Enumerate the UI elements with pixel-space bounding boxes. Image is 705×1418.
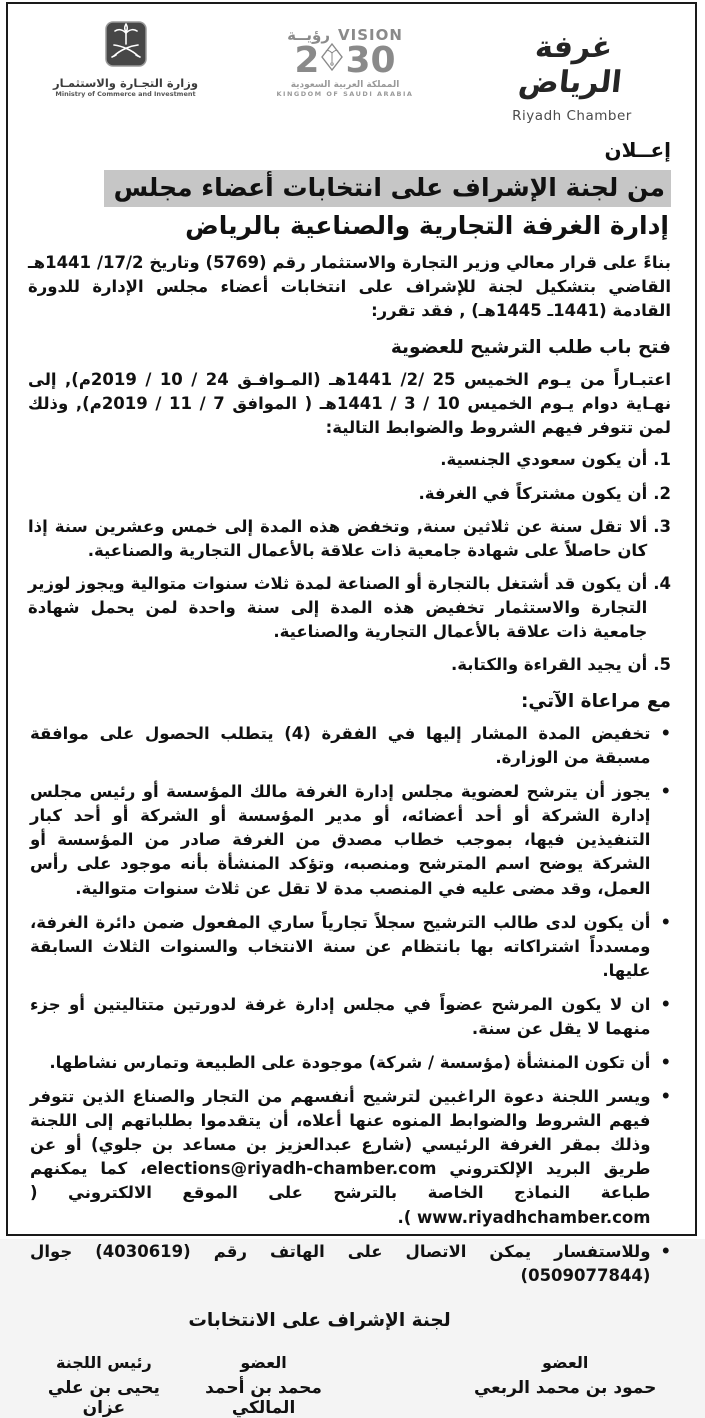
condition-number: 3.	[653, 516, 671, 536]
signatory-name: حمود بن محمد الربعي	[473, 1377, 657, 1398]
vision-kingdom-arabic: المملكة العربية السعودية	[290, 80, 400, 90]
note-item	[28, 1085, 671, 1229]
ministry-logo	[38, 20, 213, 98]
note-item	[28, 722, 671, 770]
bullet-icon	[660, 1240, 671, 1288]
vision-palm-ornament-icon	[320, 42, 344, 79]
signatory-role: العضو	[240, 1352, 287, 1372]
announcement-body	[24, 118, 677, 1418]
condition-item	[28, 653, 671, 677]
header-logos	[24, 16, 677, 124]
condition-text: أن يكون سعودي الجنسية.	[440, 450, 648, 470]
bullet-icon	[660, 722, 671, 770]
note-item	[28, 1051, 671, 1075]
note-item	[28, 780, 671, 900]
signatory-role: العضو	[542, 1352, 589, 1372]
condition-text: أن يجيد القراءة والكتابة.	[450, 655, 648, 675]
condition-number: 1.	[653, 450, 671, 470]
note-text: ويسر اللجنة دعوة الراغبين لترشيح أنفسهم من التجار والصناع الذين تتوفر فيهم الشروط والضوابط المنوه عنها أعلاه، أن يتقدموا بطلباتهم إلى اللجنة وذلك بمقر الغرفة الرئيسي (شارع عبدالعزيز بن مساعد بن جلوي) أو عن طريق البريد الإلكتروني elections@riyadh-chamber.com، كما يمكنهم طباعة النماذج الخاصة بالترشح على الموقع الالكتروني ( www.riyadhchamber.com ).	[30, 1087, 651, 1227]
bullet-icon	[660, 780, 671, 900]
note-text: وللاستفسار يمكن الاتصال على الهاتف رقم (4030619) جوال (0509077844)	[30, 1241, 651, 1285]
condition-number: 5.	[653, 655, 671, 675]
announcement-label: إعــلان	[604, 138, 671, 162]
condition-item	[28, 482, 671, 506]
note-text: يجوز أن يترشح لعضوية مجلس إدارة الغرفة مالك المؤسسة أو رئيس مجلس إدارة الشركة أو أحد أعضائه، أو مدير المؤسسة أو الشركة أو أحد كبار التنفيذين فيها، بموجب خطاب مصدق من الغرفة صادر من المؤسسة أو الشركة يوضح اسم المترشح ومنصبه، وتؤكد المنشأة بأنه موجود على رأس العمل، وقد مضى عليه في المنصب مدة لا تقل عن ثلاث سنوات متوالية.	[30, 782, 651, 898]
signature-chairman	[34, 1353, 174, 1418]
chamber-calligraphy: غرفة الرياض	[516, 30, 624, 100]
signatory-name: يحيى بن علي عزان	[47, 1377, 160, 1418]
chamber-name-english: Riyadh Chamber	[512, 108, 632, 124]
note-item	[28, 911, 671, 983]
riyadh-chamber-logo	[477, 30, 667, 124]
section-heading-considerations: مع مراعاة الآتي:	[521, 691, 671, 713]
title-block	[28, 170, 671, 241]
bullet-icon	[660, 993, 671, 1041]
ministry-name-arabic: وزارة التجـارة والاستثمـار	[53, 76, 198, 90]
vision-word-english: VISION	[338, 26, 403, 44]
note-text: تخفيض المدة المشار إليها في الفقرة (4) يتطلب الحصول على موافقة مسبقة من الوزارة.	[30, 724, 651, 768]
intro-paragraph: بناءً على قرار معالي وزير التجارة والاستثمار رقم (5769) وتاريخ 17/2/ 1441هـ القاضي بتشكيل لجنة للإشراف على انتخابات أعضاء مجلس الإدارة للدورة القادمة (1441ـ 1445هـ) , فقد تقرر:	[28, 253, 671, 321]
nomination-period-paragraph: اعتبـاراً من يـوم الخميس 25 /2/ 1441هـ (المـوافـق 24 / 10 / 2019م), إلى نهـاية دوام يـوم الخميس 10 / 3 / 1441هـ ( الموافق 7 / 11 / 2019م), وذلك لمن تتوفر فيهم الشروط والضوابط التالية:	[28, 370, 672, 438]
note-text: أن تكون المنشأة (مؤسسة / شركة) موجودة على الطبيعة وتمارس نشاطها.	[49, 1053, 651, 1073]
condition-text: أن يكون مشتركاً في الغرفة.	[418, 483, 648, 503]
condition-number: 2.	[653, 483, 671, 503]
note-text: أن يكون لدى طالب الترشيح سجلاً تجارياً ساري المفعول ضمن دائرة الغرفة، ومسدداً اشتراكاته بها بانتظام عن سنة الانتخاب والسنوات الثلاث السابقة عليها.	[30, 912, 651, 980]
condition-item	[28, 572, 671, 644]
condition-item	[28, 448, 671, 472]
title-line2: إدارة الغرفة التجارية والصناعية بالرياض	[185, 211, 669, 240]
condition-item	[28, 515, 671, 563]
signatures-row	[28, 1351, 671, 1418]
signatory-role: رئيس اللجنة	[55, 1352, 152, 1372]
vision2030-logo	[260, 26, 430, 98]
note-text: ان لا يكون المرشح عضواً في مجلس إدارة غرفة لدورتين متتاليتين أو جزء منهما لا يقل عن سنة.	[30, 994, 651, 1038]
note-item	[28, 1240, 671, 1288]
signature-member-1	[467, 1353, 663, 1398]
bullet-icon	[660, 911, 671, 983]
vision-number-30: 30	[345, 39, 396, 81]
title-line1-highlighted: من لجنة الإشراف على انتخابات أعضاء مجلس	[104, 170, 671, 207]
ministry-name-english: Ministry of Commerce and Investment	[55, 90, 196, 98]
page-border-frame	[6, 2, 697, 1418]
bullet-icon	[660, 1085, 671, 1229]
signature-member-2	[180, 1353, 348, 1418]
note-item	[28, 993, 671, 1041]
saudi-emblem-icon	[104, 20, 148, 74]
committee-title: لجنة الإشراف على الانتخابات	[188, 1309, 451, 1331]
condition-text: أن يكون قد أشتغل بالتجارة أو الصناعة لمدة ثلاث سنوات متوالية ويجوز لوزير التجارة والاستثمار تخفيض هذه المدة إلى سنة واحدة لمن يحمل شهادة جامعية ذات علاقة بالأعمال التجارية والصناعية.	[28, 573, 648, 641]
notes-list	[28, 722, 671, 1288]
condition-number: 4.	[653, 573, 671, 593]
condition-text: ألا تقل سنة عن ثلاثين سنة, وتخفض هذه المدة إلى خمس وعشرين سنة إذا كان حاصلاً على شهادة جامعية ذات علاقة بالأعمال التجارية والصناعية.	[28, 516, 648, 560]
bullet-icon	[660, 1051, 671, 1075]
conditions-list	[28, 448, 671, 677]
vision-kingdom-english: KINGDOM OF SAUDI ARABIA	[276, 90, 414, 98]
vision-number-2: 2	[294, 39, 320, 81]
vision-word-arabic: رؤيــة	[287, 26, 331, 44]
signatory-name: محمد بن أحمد المالكي	[205, 1377, 322, 1418]
section-heading-nominations: فتح باب طلب الترشيح للعضوية	[390, 337, 671, 359]
